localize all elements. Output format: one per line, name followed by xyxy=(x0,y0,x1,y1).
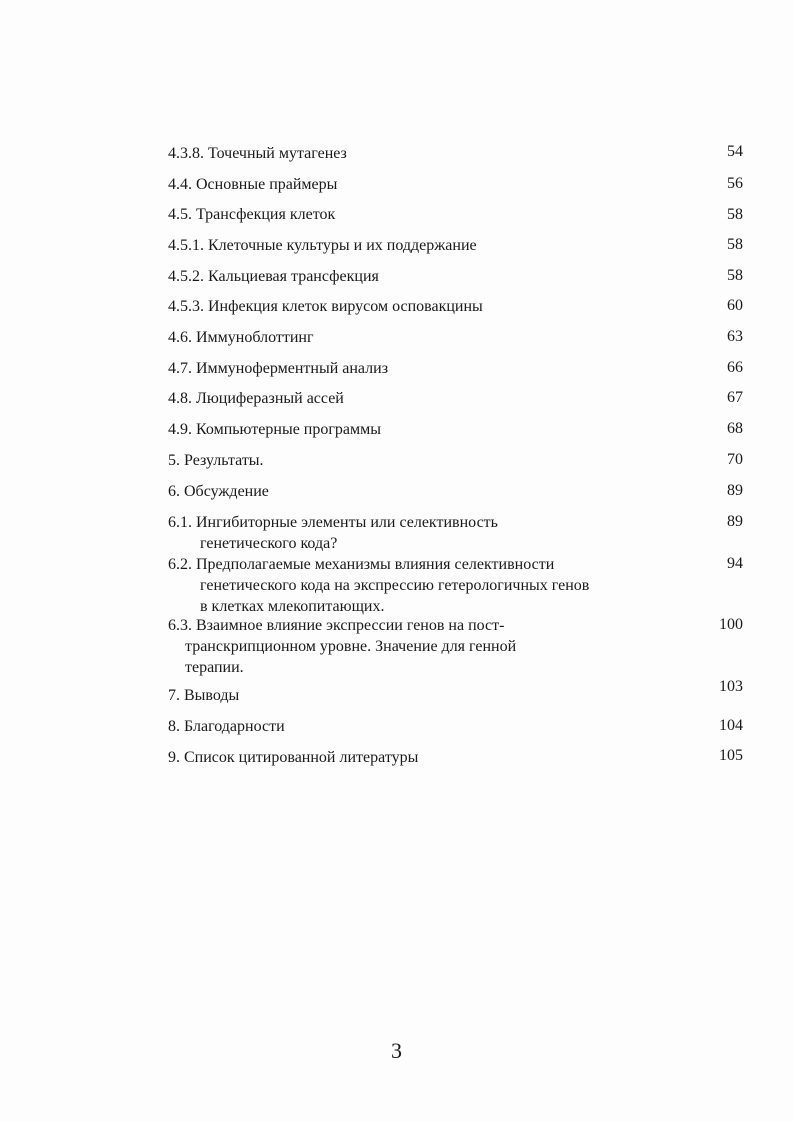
toc-entry-page: 89 xyxy=(727,513,743,530)
toc-entry-page: 58 xyxy=(727,206,743,223)
toc-entry-title: 5. Результаты. xyxy=(168,452,264,469)
toc-entry-page: 66 xyxy=(727,359,743,376)
toc-entry-page: 58 xyxy=(727,236,743,253)
toc-entry-page: 104 xyxy=(719,717,743,734)
toc-entry-title: 4.9. Компьютерные программы xyxy=(168,421,382,438)
toc-entry-title: 4.4. Основные праймеры xyxy=(168,176,338,193)
toc-entry-page: 105 xyxy=(719,747,743,764)
toc-entry-page: 94 xyxy=(727,555,743,572)
toc-entry-page: 70 xyxy=(727,451,743,468)
toc-entry-page: 68 xyxy=(727,420,743,437)
toc-entry-title-line: генетического кода на экспрессию гетерологичных генов xyxy=(200,577,590,594)
toc-entry-title: 4.6. Иммуноблоттинг xyxy=(168,329,314,346)
toc-entry-title: 4.5.2. Кальциевая трансфекция xyxy=(168,268,379,285)
toc-entry-title: 4.5.3. Инфекция клеток вирусом осповакцины xyxy=(168,298,483,315)
toc-entry-title: 4.7. Иммуноферментный анализ xyxy=(168,360,389,377)
toc-entry-title-line: транскрипционном уровне. Значение для генной xyxy=(185,638,517,655)
toc-entry-title xyxy=(168,554,590,617)
toc-entry-title: 4.5.1. Клеточные культуры и их поддержание xyxy=(168,237,477,254)
toc-entry-title-line: 6.2. Предполагаемые механизмы влияния селективности xyxy=(168,556,555,573)
toc-entry-page: 54 xyxy=(727,143,743,160)
toc-entry-page: 67 xyxy=(727,389,743,406)
toc-entry-page: 89 xyxy=(727,482,743,499)
toc-entry-title xyxy=(168,512,568,554)
toc-entry-title: 4.5. Трансфекция клеток xyxy=(168,206,336,223)
toc-entry-title: 6. Обсуждение xyxy=(168,483,269,500)
toc-entry-title: 4.3.8. Точечный мутагенез xyxy=(168,145,347,162)
toc-entry-page: 58 xyxy=(727,267,743,284)
toc-entry-title-line: терапии. xyxy=(185,659,244,676)
toc-entry-page: 63 xyxy=(727,328,743,345)
toc-entry-title: 9. Список цитированной литературы xyxy=(168,749,419,766)
toc-entry-title: 7. Выводы xyxy=(168,687,240,704)
toc-entry-page: 60 xyxy=(727,297,743,314)
toc-entry-title: 8. Благодарности xyxy=(168,718,285,735)
toc-entry-page: 103 xyxy=(719,678,743,695)
toc-entry-title-line: в клетках млекопитающих. xyxy=(200,598,385,615)
toc-entry-title-line: 6.1. Ингибиторные элементы или селективность xyxy=(168,514,498,531)
toc-entry-title-line: 6.3. Взаимное влияние экспрессии генов на пост- xyxy=(168,617,505,634)
toc-entry-title xyxy=(168,615,568,678)
toc-entry-page: 100 xyxy=(719,616,743,633)
toc-entry-title-line: генетического кода? xyxy=(200,535,338,552)
toc-entry-page: 56 xyxy=(727,175,743,192)
toc-entry-title: 4.8. Люциферазный ассей xyxy=(168,390,344,407)
page-number: 3 xyxy=(391,1038,402,1063)
